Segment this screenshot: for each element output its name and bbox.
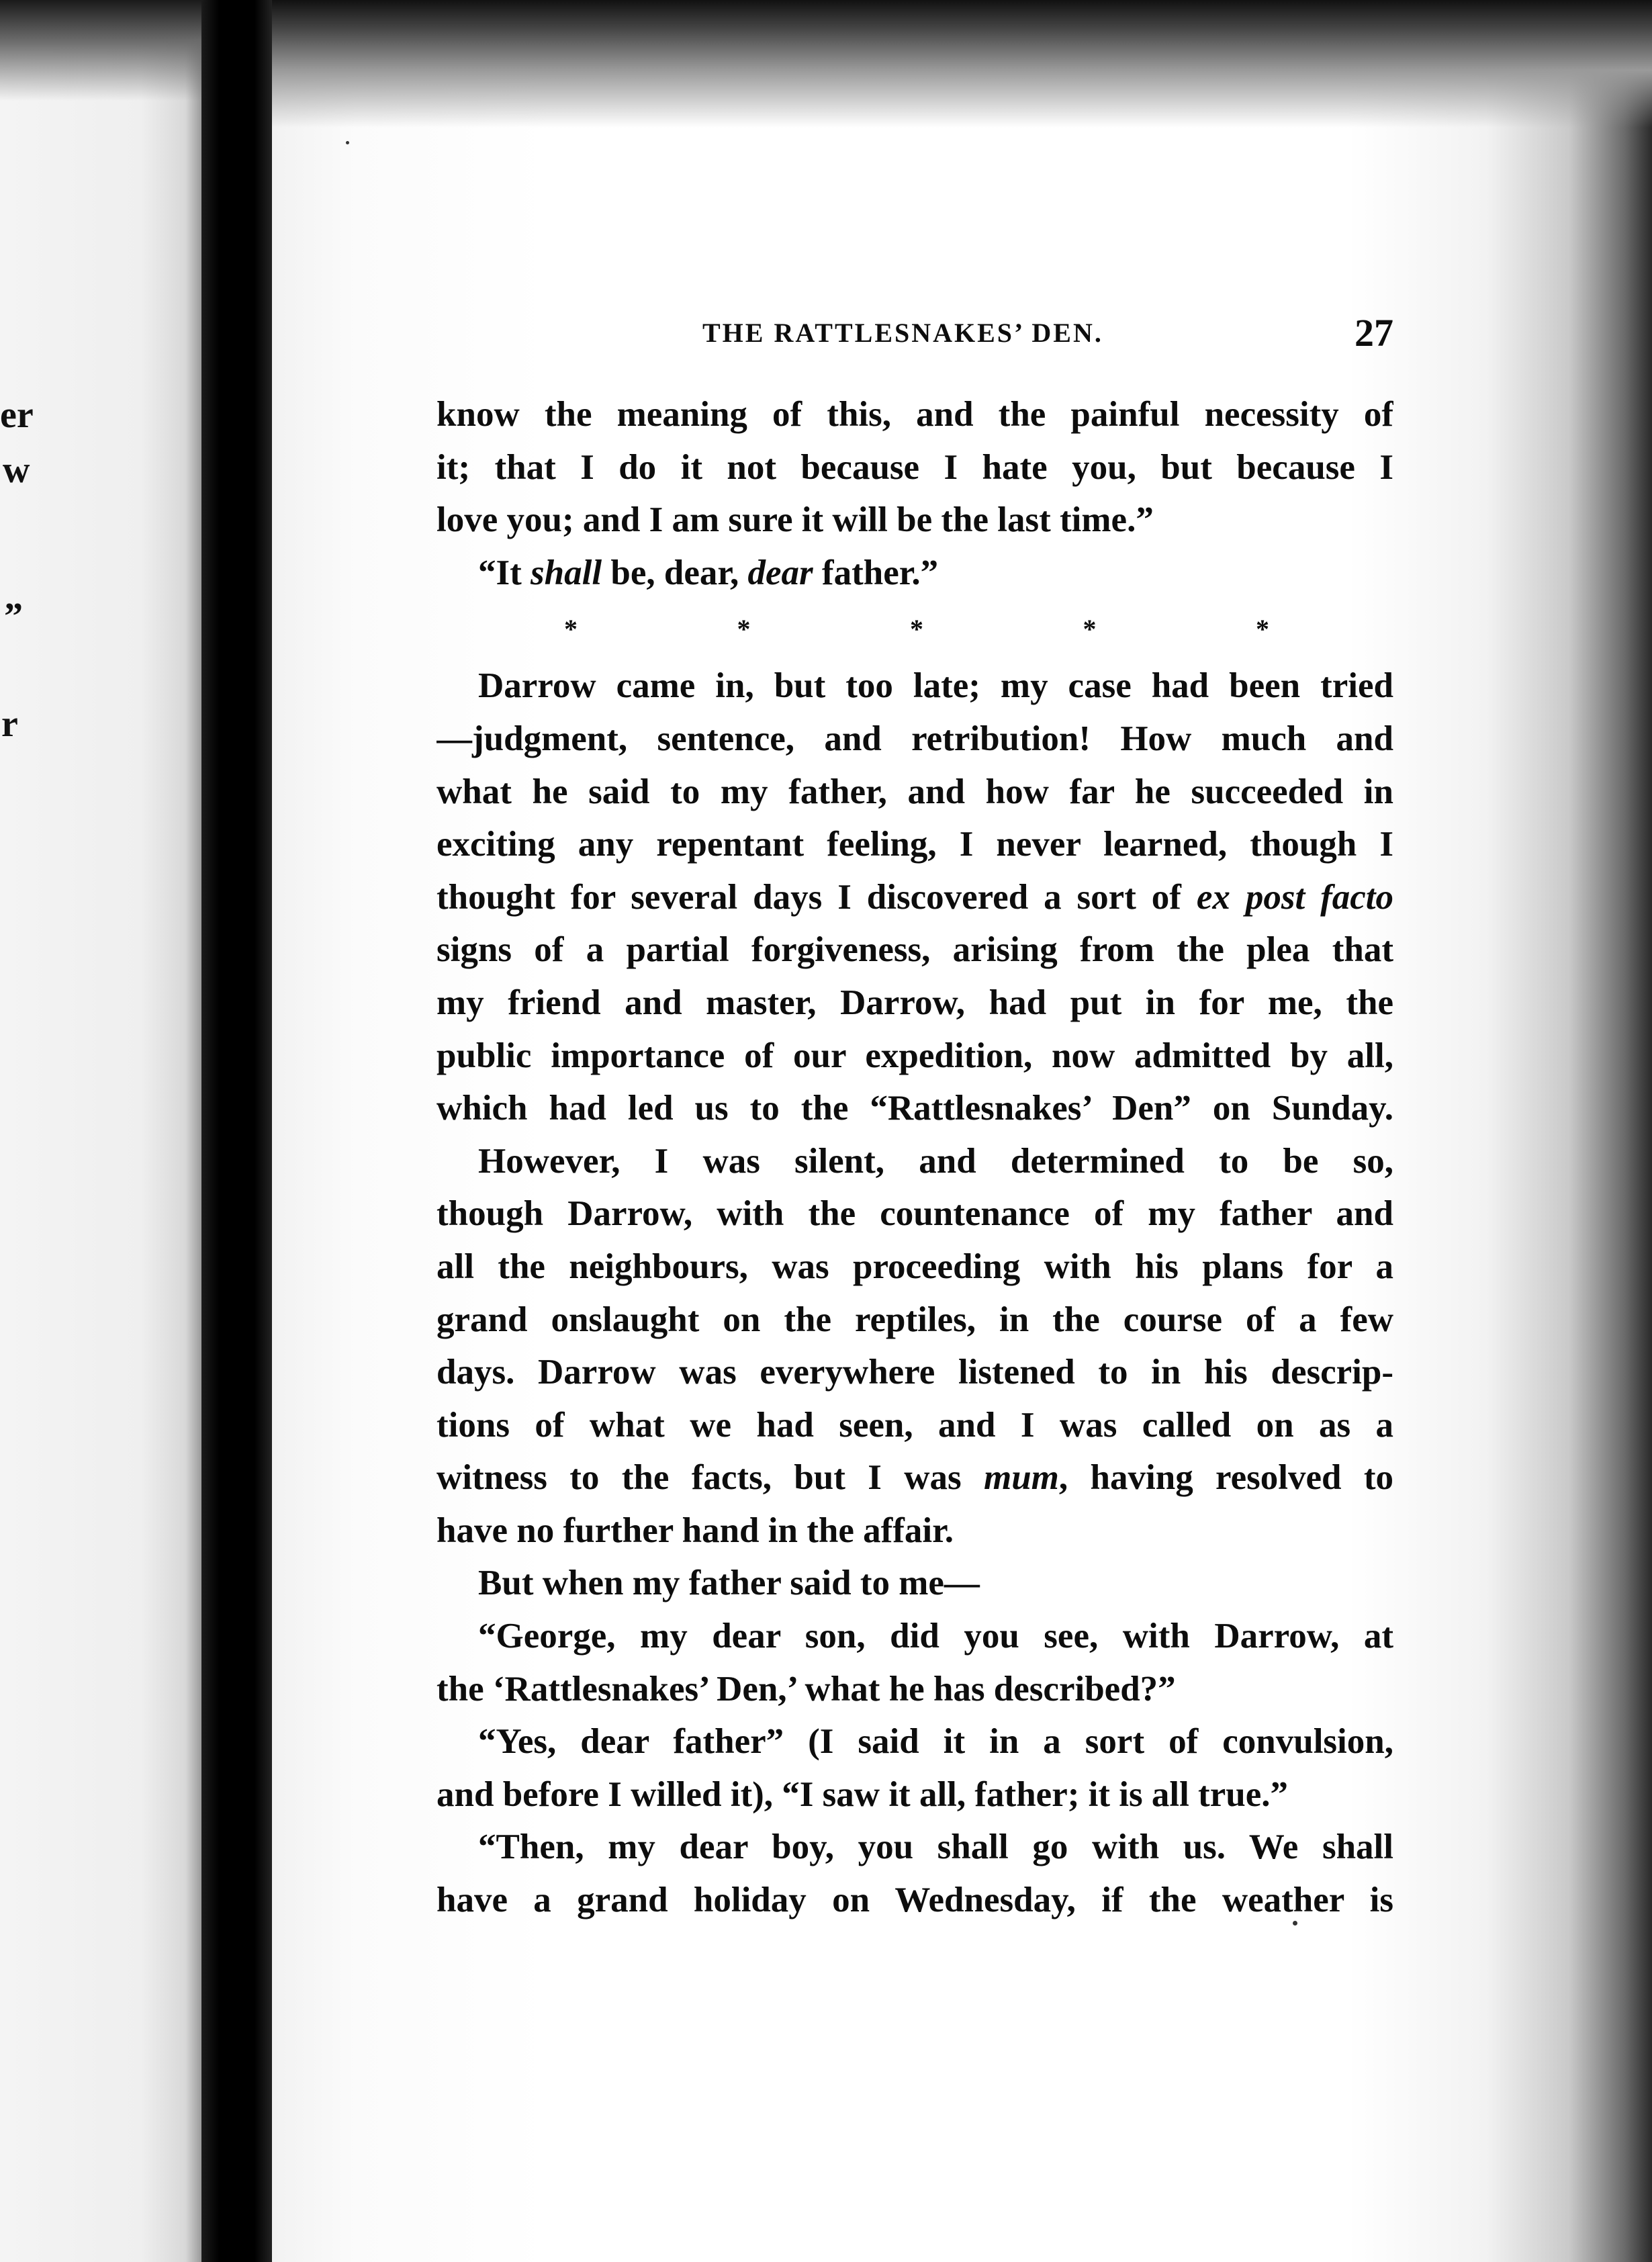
text-line: my friend and master, Darrow, had put in for me, the — [437, 983, 1393, 1022]
text-line: it; that I do it not because I hate you, but because I — [437, 447, 1393, 487]
text-line: have a grand holiday on Wednesday, if the weather is — [437, 1881, 1393, 1920]
asterisk: * — [1083, 614, 1097, 645]
text-line: grand onslaught on the reptiles, in the course of a few — [437, 1300, 1393, 1339]
text-line: “It shall be, dear, dear father.” — [478, 553, 939, 592]
left-page-fragment: ” — [4, 596, 23, 637]
text-line: all the neighbours, was proceeding with his plans for a — [437, 1247, 1393, 1286]
left-page-fragment: r — [1, 703, 18, 745]
running-title: THE RATTLESNAKES’ DEN. — [702, 318, 1103, 348]
text-line: know the meaning of this, and the painful necessity of — [437, 395, 1393, 434]
text-line: But when my father said to me— — [478, 1564, 980, 1603]
text-line: signs of a partial forgiveness, arising from the plea that — [437, 930, 1393, 970]
text-line: However, I was silent, and determined to be so, — [478, 1141, 1393, 1181]
left-page-fragment: w — [3, 449, 30, 491]
body-text — [437, 388, 1393, 1927]
asterisk: * — [910, 614, 923, 645]
asterisk: * — [564, 614, 578, 645]
text-line: though Darrow, with the countenance of my father and — [437, 1194, 1393, 1234]
text-line: have no further hand in the affair. — [437, 1510, 954, 1550]
left-page-top-shadow — [0, 0, 201, 101]
text-line: thought for several days I discovered a sort of ex post facto — [437, 877, 1393, 917]
text-line: “Then, my dear boy, you shall go with us. We shall — [478, 1827, 1393, 1867]
text-line: what he said to my father, and how far he succeeded in — [437, 772, 1393, 811]
text-line: —judgment, sentence, and retribution! How much and — [437, 719, 1393, 758]
print-speck — [346, 141, 349, 144]
text-line: the ‘Rattlesnakes’ Den,’ what he has described?” — [437, 1669, 1176, 1709]
page-number: 27 — [1355, 311, 1393, 355]
text-line: “George, my dear son, did you see, with Darrow, at — [478, 1617, 1393, 1656]
main-page-top-shadow — [272, 0, 1652, 128]
text-line: love you; and I am sure it will be the last time.” — [437, 500, 1154, 540]
text-line: which had led us to the “Rattlesnakes’ Den” on Sunday. — [437, 1089, 1393, 1128]
text-line: days. Darrow was everywhere listened to in his descrip- — [437, 1353, 1393, 1392]
text-line: witness to the facts, but I was mum, having resolved to — [437, 1458, 1393, 1498]
text-line: tions of what we had seen, and I was called on as a — [437, 1405, 1393, 1445]
text-line: “Yes, dear father” (I said it in a sort of convulsion, — [478, 1722, 1393, 1762]
left-facing-page — [0, 0, 201, 2262]
text-line: public importance of our expedition, now admitted by all, — [437, 1036, 1393, 1075]
asterisk: * — [1256, 614, 1269, 645]
asterisk: * — [737, 614, 751, 645]
paragraphs-before-break — [437, 388, 1393, 599]
paragraphs-after-break — [437, 660, 1393, 1926]
left-page-fragment: er — [0, 394, 34, 436]
text-line: Darrow came in, but too late; my case had been tried — [478, 666, 1393, 706]
running-head — [437, 310, 1393, 357]
text-line: and before I willed it), “I saw it all, father; it is all true.” — [437, 1774, 1288, 1814]
section-break — [437, 599, 1393, 660]
book-gutter — [201, 0, 272, 2262]
text-line: exciting any repentant feeling, I never learned, though I — [437, 825, 1393, 864]
